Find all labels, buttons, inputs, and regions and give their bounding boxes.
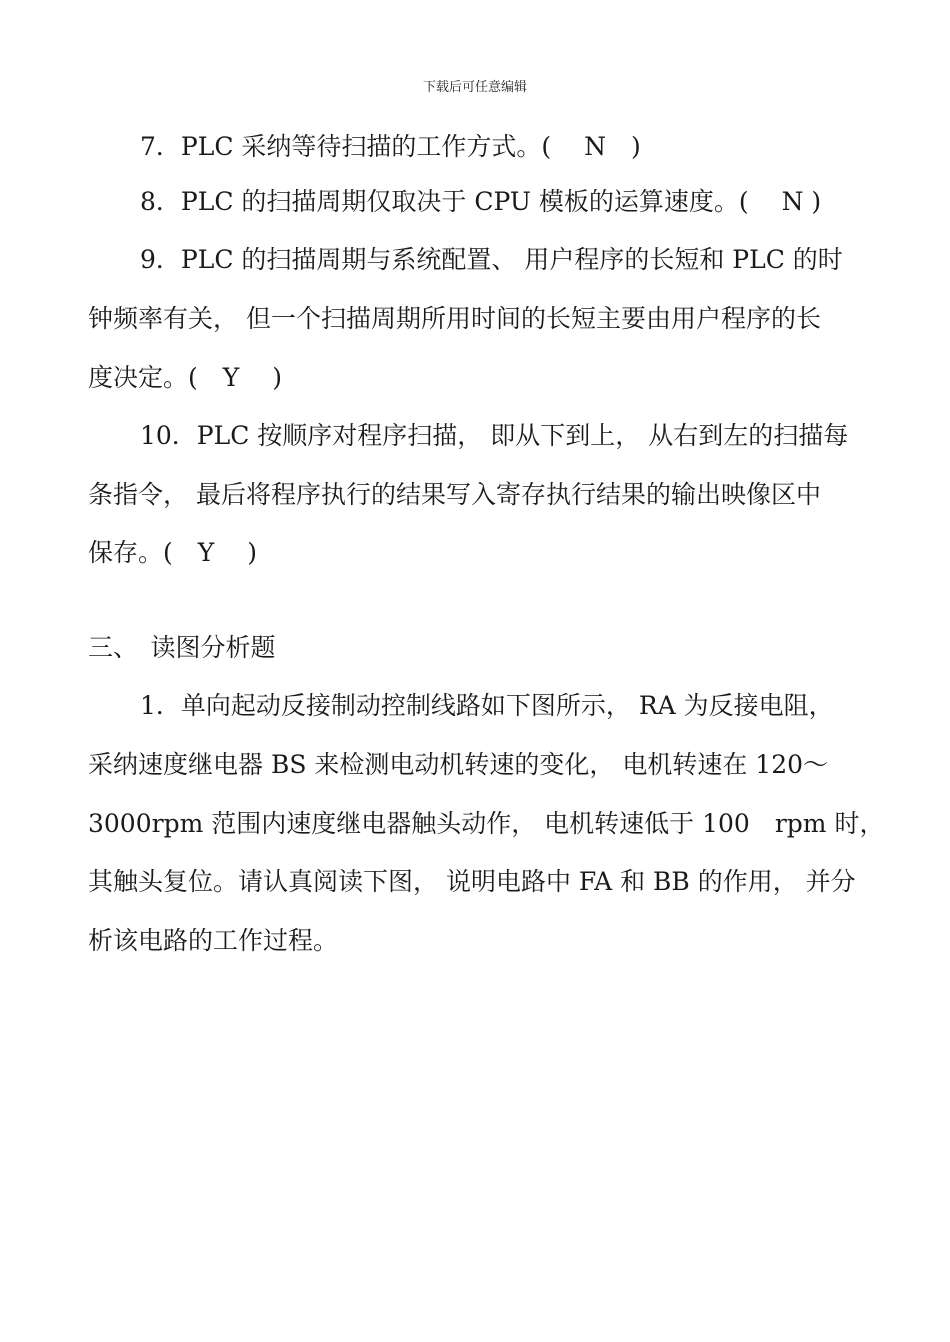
question-1-line-3: 3000rpm 范围内速度继电器触头动作， 电机转速低于 100 rpm 时， — [88, 809, 885, 838]
question-1-line-4: 其触头复位。请认真阅读下图， 说明电路中 FA 和 BB 的作用， 并分 — [88, 867, 856, 896]
question-1-line-1: 1．单向起动反接制动控制线路如下图所示， RA 为反接电阻， — [140, 691, 834, 720]
question-1-line-2: 采纳速度继电器 BS 来检测电动机转速的变化， 电机转速在 120～ — [88, 750, 829, 779]
judgement-item-10-line-1: 10．PLC 按顺序对程序扫描， 即从下到上， 从右到左的扫描每 — [140, 421, 849, 450]
judgement-item-9-line-3: 度决定。( Y ) — [88, 363, 282, 392]
section-title: 三、 读图分析题 — [88, 633, 276, 662]
judgement-item-10-line-3: 保存。( Y ) — [88, 538, 257, 567]
judgement-item-7: 7．PLC 采纳等待扫描的工作方式。( N ) — [140, 132, 641, 161]
judgement-item-9-line-1: 9．PLC 的扫描周期与系统配置、 用户程序的长短和 PLC 的时 — [140, 245, 843, 274]
page-header: 下载后可任意编辑 — [422, 80, 527, 95]
question-1-line-5: 析该电路的工作过程。 — [88, 926, 339, 955]
judgement-item-9-line-2: 钟频率有关， 但一个扫描周期所用时间的长短主要由用户程序的长 — [88, 304, 821, 333]
judgement-item-8: 8．PLC 的扫描周期仅取决于 CPU 模板的运算速度。( N ) — [140, 187, 822, 216]
judgement-item-10-line-2: 条指令， 最后将程序执行的结果写入寄存执行结果的输出映像区中 — [88, 480, 821, 509]
